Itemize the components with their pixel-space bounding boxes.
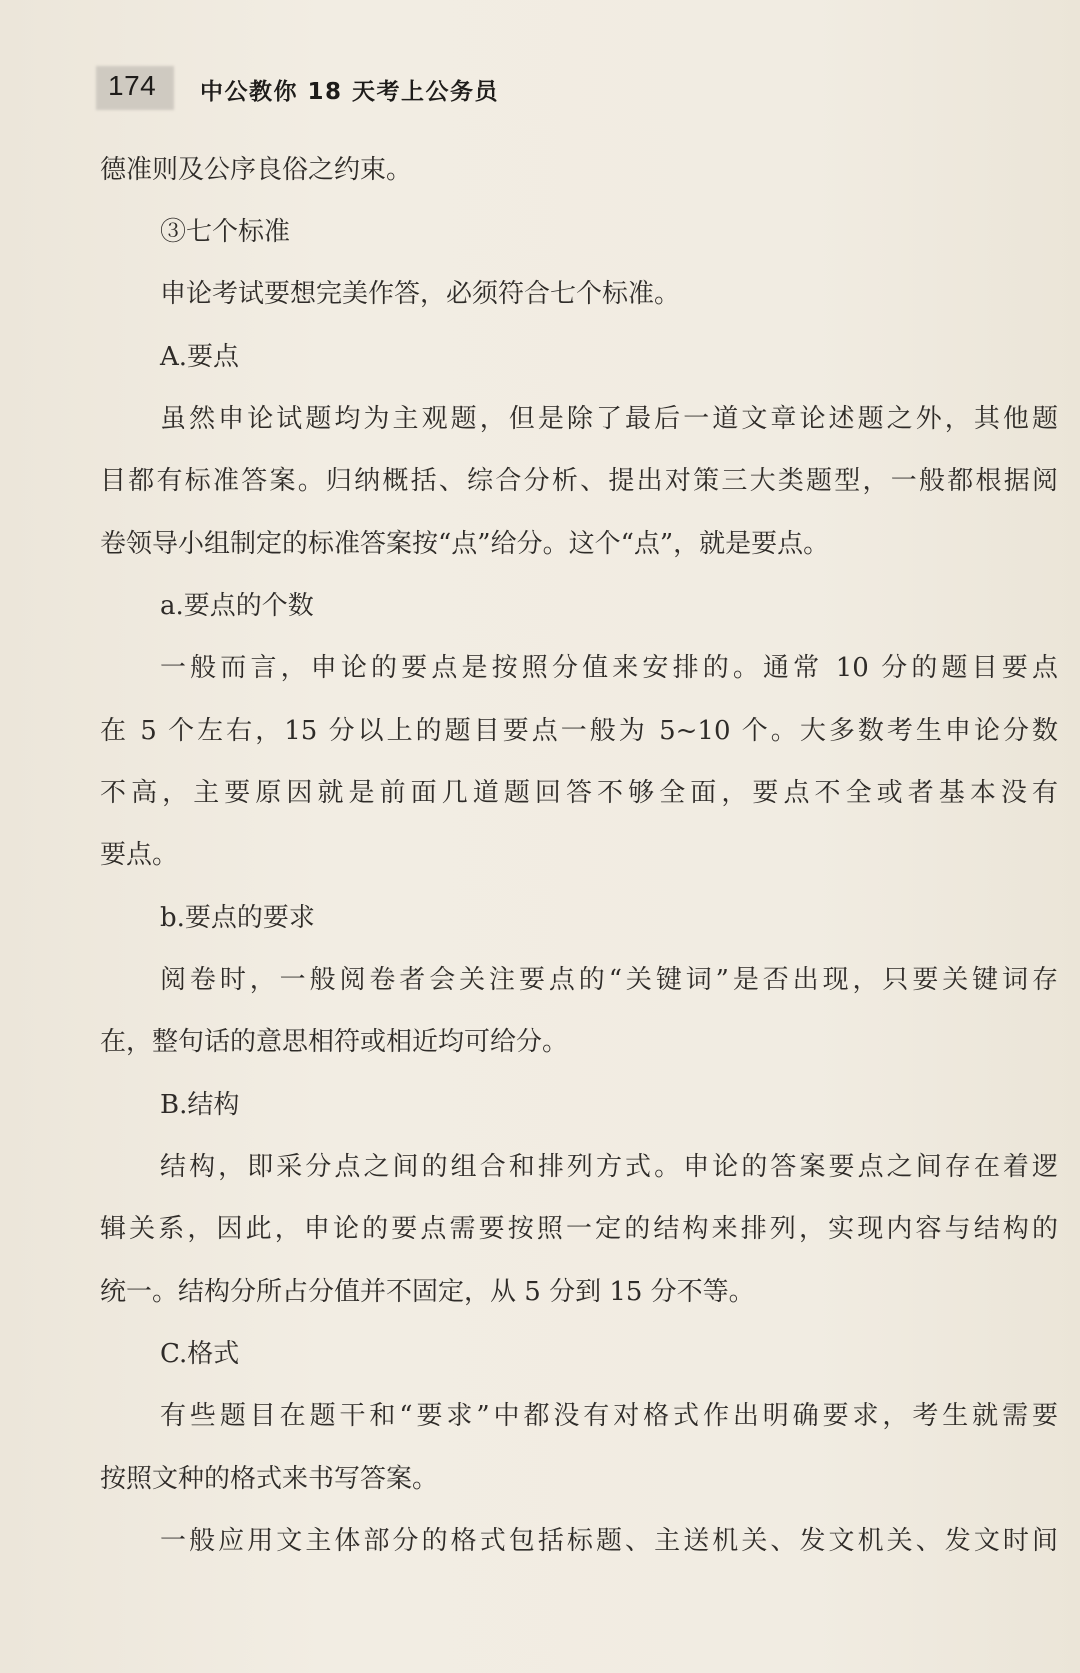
text-line: 在，整句话的意思相符或相近均可给分。 bbox=[100, 1027, 569, 1057]
subsection-heading: b.要点的要求 bbox=[160, 903, 315, 933]
text-line: 按照文种的格式来书写答案。 bbox=[100, 1464, 439, 1494]
text-line: 要点。 bbox=[100, 840, 179, 870]
text-line: 阅卷时，一般阅卷者会关注要点的“关键词”是否出现，只要关键词存 bbox=[160, 965, 1058, 995]
text-line: 一般应用文主体部分的格式包括标题、主送机关、发文机关、发文时间 bbox=[160, 1526, 1058, 1556]
text-line: 辑关系，因此，申论的要点需要按照一定的结构来排列，实现内容与结构的 bbox=[100, 1214, 1058, 1244]
text-line: 德准则及公序良俗之约束。 bbox=[100, 155, 413, 185]
text-line: 不高，主要原因就是前面几道题回答不够全面，要点不全或者基本没有 bbox=[100, 778, 1058, 808]
page-header bbox=[0, 62, 1080, 118]
text-line: 在 5 个左右，15 分以上的题目要点一般为 5~10 个。大多数考生申论分数 bbox=[100, 716, 1058, 746]
subsection-heading: B.结构 bbox=[160, 1090, 240, 1120]
subsection-heading: a.要点的个数 bbox=[160, 591, 314, 621]
book-title: 中公教你 18 天考上公务员 bbox=[200, 79, 500, 105]
text-line: 目都有标准答案。归纳概括、综合分析、提出对策三大类题型，一般都根据阅 bbox=[100, 466, 1058, 496]
subsection-heading: C.格式 bbox=[160, 1339, 240, 1369]
text-line: 有些题目在题干和“要求”中都没有对格式作出明确要求，考生就需要 bbox=[160, 1401, 1058, 1431]
text-line: 统一。结构分所占分值并不固定，从 5 分到 15 分不等。 bbox=[100, 1277, 755, 1307]
text-line: 虽然申论试题均为主观题，但是除了最后一道文章论述题之外，其他题 bbox=[160, 404, 1058, 434]
text-line: 一般而言，申论的要点是按照分值来安排的。通常 10 分的题目要点 bbox=[160, 653, 1058, 683]
text-line: 卷领导小组制定的标准答案按“点”给分。这个“点”，就是要点。 bbox=[100, 529, 830, 559]
text-line: 申论考试要想完美作答，必须符合七个标准。 bbox=[160, 279, 681, 309]
subsection-heading: A.要点 bbox=[160, 342, 240, 372]
text-line: 结构，即采分点之间的组合和排列方式。申论的答案要点之间存在着逻 bbox=[160, 1152, 1058, 1182]
page-number: 174 bbox=[108, 70, 157, 101]
section-heading: ③七个标准 bbox=[160, 217, 291, 247]
